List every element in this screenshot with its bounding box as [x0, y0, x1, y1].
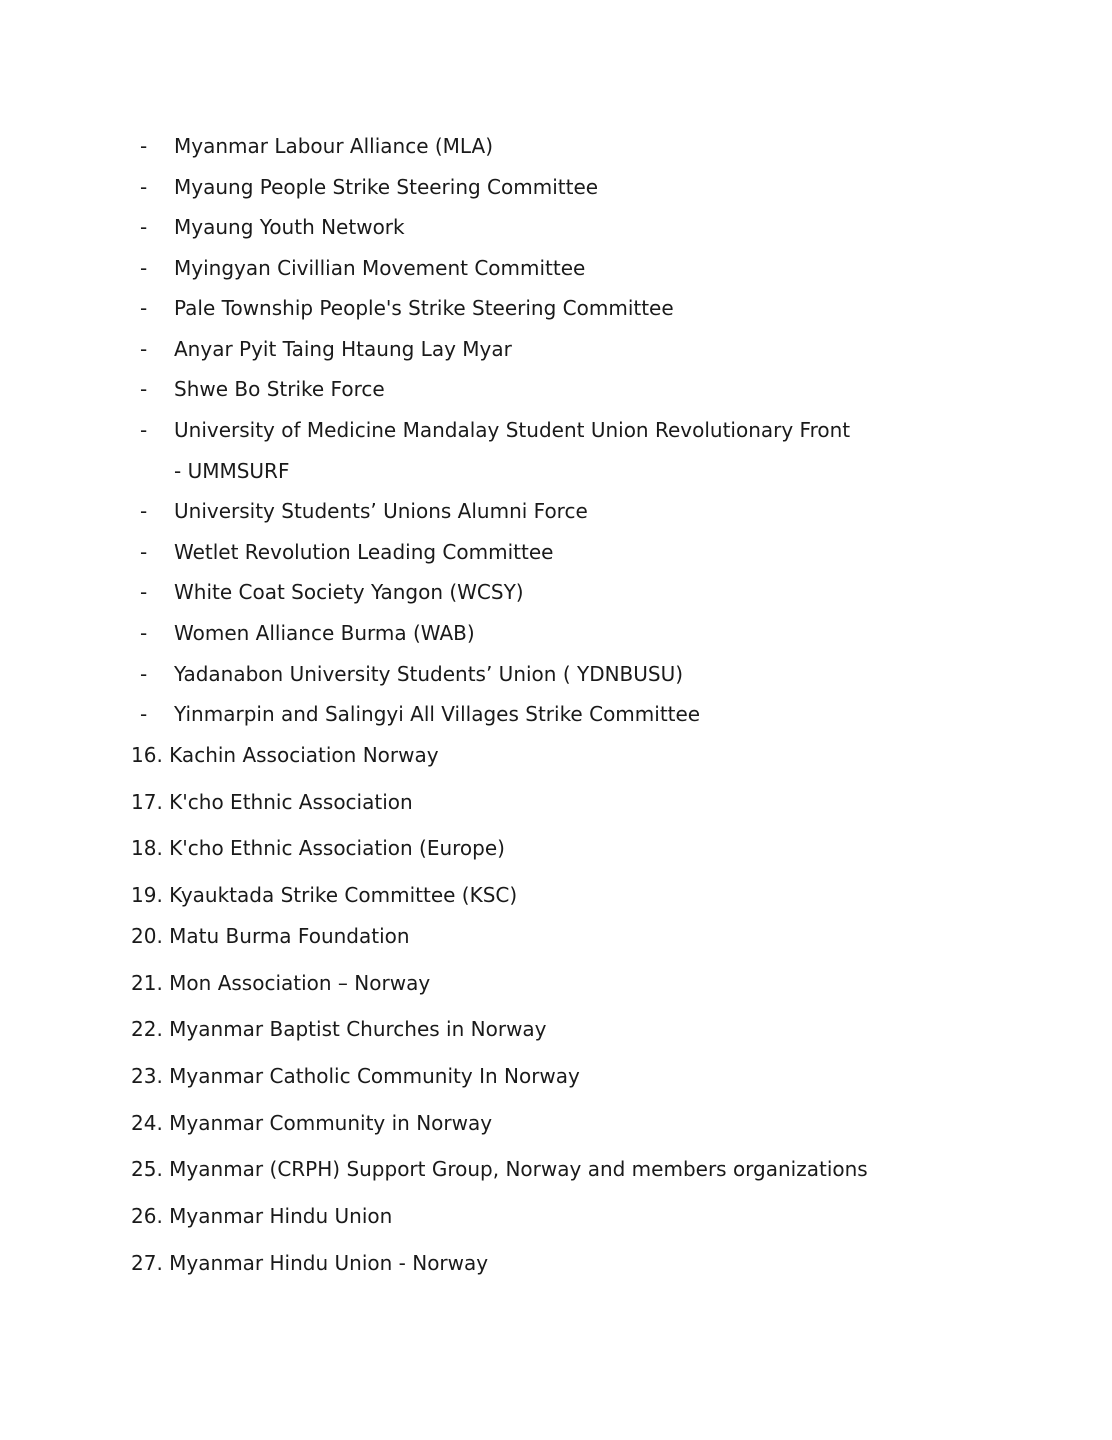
- item-number: 27.: [131, 1251, 163, 1275]
- list-item-text: Myaung People Strike Steering Committee: [174, 175, 599, 199]
- list-bullet: -: [140, 134, 148, 158]
- numbered-item: [131, 743, 439, 767]
- numbered-item: [131, 883, 517, 907]
- list-bullet: -: [140, 580, 148, 604]
- item-text: Myanmar Hindu Union - Norway: [169, 1251, 489, 1275]
- item-number: 26.: [131, 1204, 163, 1228]
- list-item-text: University of Medicine Mandalay Student Union Revolutionary Front: [174, 418, 851, 442]
- list-bullet: -: [140, 499, 148, 523]
- numbered-item: [131, 1017, 547, 1041]
- list-bullet: -: [140, 540, 148, 564]
- item-text: Mon Association – Norway: [169, 971, 431, 995]
- numbered-item: [131, 1111, 492, 1135]
- item-number: 19.: [131, 883, 163, 907]
- item-text: Myanmar Catholic Community In Norway: [169, 1064, 580, 1088]
- list-item-text: Yadanabon University Students’ Union ( YDNBUSU): [174, 662, 684, 686]
- item-text: K'cho Ethnic Association (Europe): [169, 836, 505, 860]
- list-bullet: -: [140, 662, 148, 686]
- item-text: Myanmar Community in Norway: [169, 1111, 493, 1135]
- list-bullet: -: [140, 702, 148, 726]
- item-text: Matu Burma Foundation: [169, 924, 410, 948]
- list-bullet: -: [140, 215, 148, 239]
- list-item-text: Pale Township People's Strike Steering Committee: [174, 296, 674, 320]
- item-number: 22.: [131, 1017, 163, 1041]
- item-number: 17.: [131, 790, 163, 814]
- list-bullet: -: [140, 175, 148, 199]
- item-text: Kyauktada Strike Committee (KSC): [169, 883, 518, 907]
- list-bullet: -: [140, 296, 148, 320]
- list-item-text: Anyar Pyit Taing Htaung Lay Myar: [174, 337, 512, 361]
- list-item-text: Myaung Youth Network: [174, 215, 405, 239]
- item-number: 16.: [131, 743, 163, 767]
- item-number: 24.: [131, 1111, 163, 1135]
- list-bullet: -: [140, 621, 148, 645]
- list-item-text: - UMMSURF: [174, 459, 290, 483]
- list-bullet: -: [140, 418, 148, 442]
- numbered-item: [131, 1204, 392, 1228]
- item-text: Kachin Association Norway: [169, 743, 439, 767]
- numbered-item: [131, 924, 410, 948]
- list-item-text: Shwe Bo Strike Force: [174, 377, 385, 401]
- list-item-text: University Students’ Unions Alumni Force: [174, 499, 588, 523]
- list-item-text: Myanmar Labour Alliance (MLA): [174, 134, 494, 158]
- item-text: Myanmar Hindu Union: [169, 1204, 393, 1228]
- item-text: Myanmar (CRPH) Support Group, Norway and members organizations: [169, 1157, 868, 1181]
- list-item-text: Myingyan Civillian Movement Committee: [174, 256, 586, 280]
- item-number: 21.: [131, 971, 163, 995]
- item-number: 23.: [131, 1064, 163, 1088]
- numbered-item: [131, 1157, 868, 1181]
- numbered-item: [131, 790, 413, 814]
- list-item-text: Wetlet Revolution Leading Committee: [174, 540, 554, 564]
- list-item-text: Women Alliance Burma (WAB): [174, 621, 475, 645]
- numbered-item: [131, 971, 430, 995]
- item-number: 20.: [131, 924, 163, 948]
- item-number: 18.: [131, 836, 163, 860]
- list-bullet: -: [140, 377, 148, 401]
- item-text: K'cho Ethnic Association: [169, 790, 413, 814]
- list-bullet: -: [140, 256, 148, 280]
- numbered-item: [131, 1064, 580, 1088]
- list-item-text: White Coat Society Yangon (WCSY): [174, 580, 524, 604]
- item-number: 25.: [131, 1157, 163, 1181]
- list-bullet: -: [140, 337, 148, 361]
- item-text: Myanmar Baptist Churches in Norway: [169, 1017, 547, 1041]
- numbered-item: [131, 836, 505, 860]
- list-item-text: Yinmarpin and Salingyi All Villages Strike Committee: [174, 702, 701, 726]
- numbered-item: [131, 1251, 488, 1275]
